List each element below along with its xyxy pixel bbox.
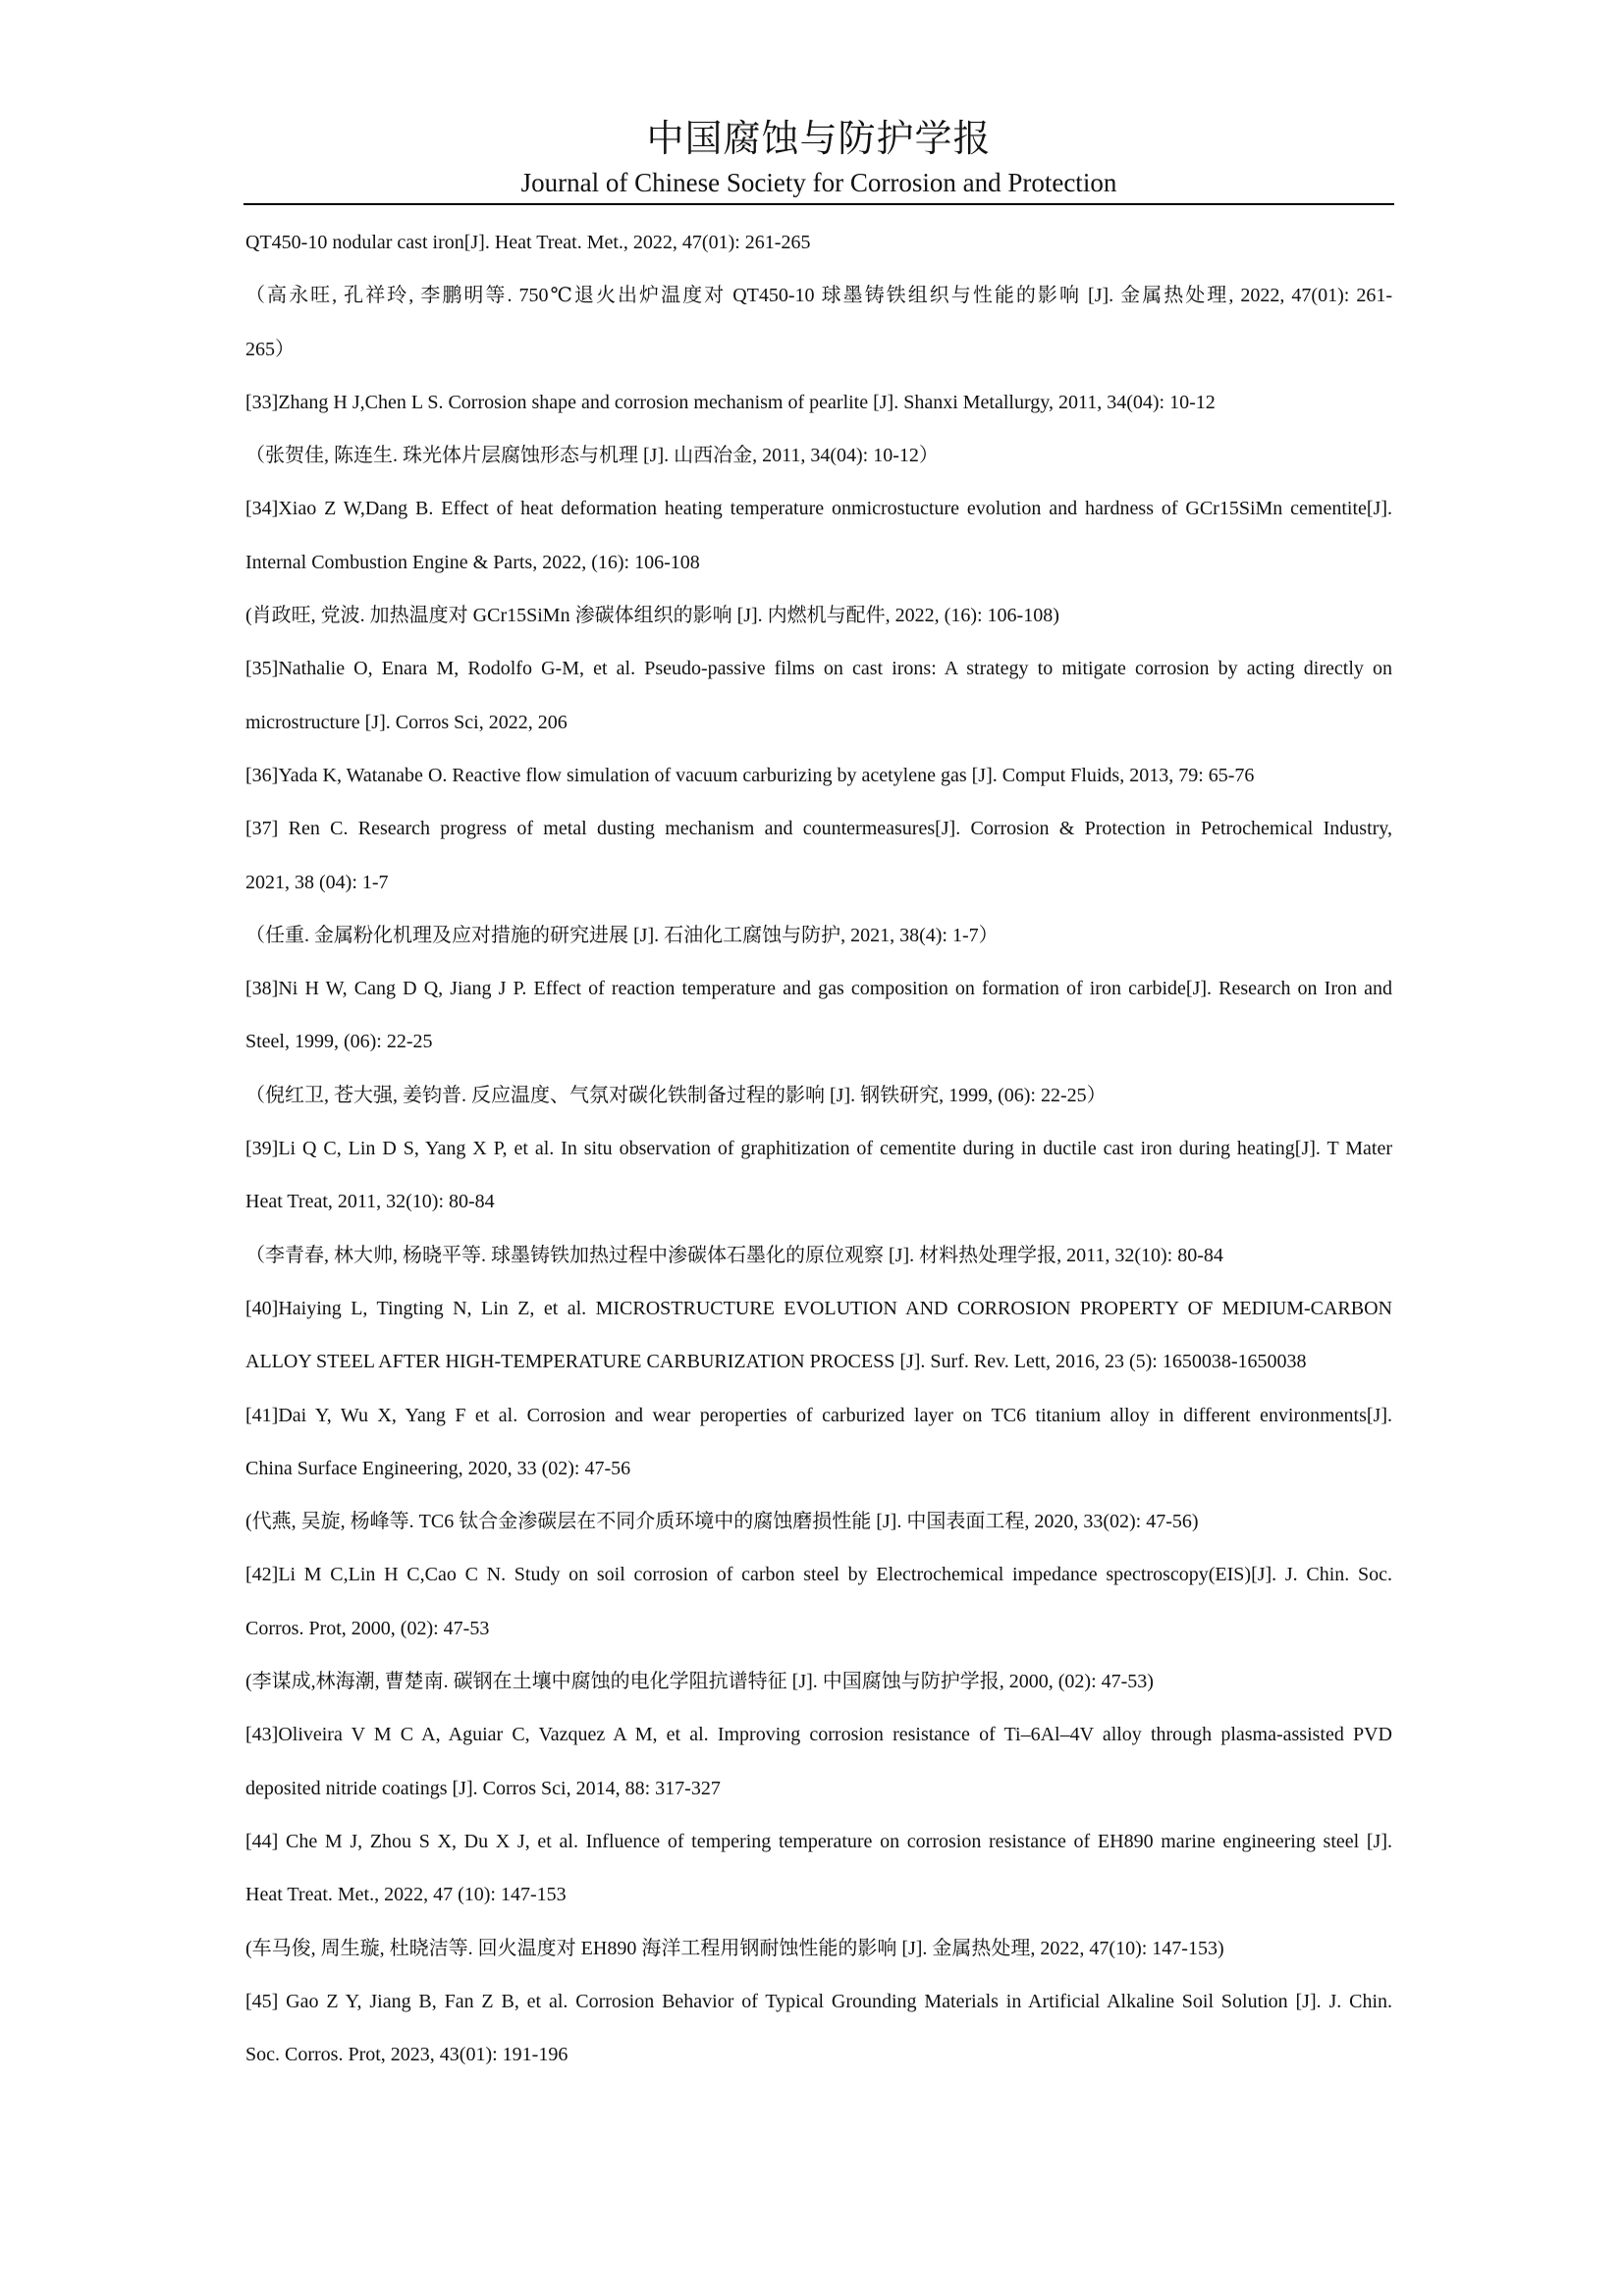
- reference-line: (肖政旺, 党波. 加热温度对 GCr15SiMn 渗碳体组织的影响 [J]. 内燃机与配件, 2022, (16): 106-108): [245, 605, 1059, 627]
- reference-line: Heat Treat. Met., 2022, 47 (10): 147-153: [245, 1884, 567, 1906]
- reference-line: （李青春, 林大帅, 杨晓平等. 球墨铸铁加热过程中渗碳体石墨化的原位观察 [J]. 材料热处理学报, 2011, 32(10): 80-84: [245, 1244, 1223, 1266]
- reference-line: [40]Haiying L, Tingting N, Lin Z, et al. MICROSTRUCTURE EVOLUTION AND CORROSION PROPERTY OF MEDIUM-CARBON: [245, 1297, 1392, 1319]
- reference-line: [33]Zhang H J,Chen L S. Corrosion shape and corrosion mechanism of pearlite [J]. Shanxi Metallurgy, 2011, 34(04): 10-12: [245, 391, 1216, 413]
- reference-line: 2021, 38 (04): 1-7: [245, 871, 389, 893]
- reference-line: （任重. 金属粉化机理及应对措施的研究进展 [J]. 石油化工腐蚀与防护, 2021, 38(4): 1-7）: [245, 924, 999, 946]
- reference-line: China Surface Engineering, 2020, 33 (02): 47-56: [245, 1457, 631, 1479]
- reference-line: [39]Li Q C, Lin D S, Yang X P, et al. In situ observation of graphitization of cementite during in ductile cast iron during heating[J]. T Mater: [245, 1138, 1392, 1160]
- reference-line: Internal Combustion Engine & Parts, 2022, (16): 106-108: [245, 551, 700, 573]
- header-rule: [244, 203, 1394, 205]
- reference-line: (代燕, 吴旋, 杨峰等. TC6 钛合金渗碳层在不同介质环境中的腐蚀磨损性能 [J]. 中国表面工程, 2020, 33(02): 47-56): [245, 1511, 1199, 1533]
- reference-line: [35]Nathalie O, Enara M, Rodolfo G-M, et al. Pseudo-passive films on cast irons: A strategy to mitigate corrosion by acting directly on: [245, 658, 1392, 680]
- reference-line: (李谋成,林海潮, 曹楚南. 碳钢在土壤中腐蚀的电化学阻抗谱特征 [J]. 中国腐蚀与防护学报, 2000, (02): 47-53): [245, 1671, 1154, 1693]
- reference-line: microstructure [J]. Corros Sci, 2022, 206: [245, 711, 568, 733]
- reference-line: [36]Yada K, Watanabe O. Reactive flow simulation of vacuum carburizing by acetylene gas [J]. Comput Fluids, 2013, 79: 65-76: [245, 764, 1255, 786]
- reference-line: Heat Treat, 2011, 32(10): 80-84: [245, 1191, 495, 1213]
- reference-line: (车马俊, 周生璇, 杜晓洁等. 回火温度对 EH890 海洋工程用钢耐蚀性能的影响 [J]. 金属热处理, 2022, 47(10): 147-153): [245, 1937, 1224, 1959]
- reference-line: Corros. Prot, 2000, (02): 47-53: [245, 1617, 490, 1639]
- reference-line: [37] Ren C. Research progress of metal dusting mechanism and countermeasures[J]. Corrosion & Protection in Petrochemical Industry,: [245, 818, 1392, 840]
- reference-line: （倪红卫, 苍大强, 姜钧普. 反应温度、气氛对碳化铁制备过程的影响 [J]. 钢铁研究, 1999, (06): 22-25）: [245, 1084, 1107, 1106]
- reference-line: Soc. Corros. Prot, 2023, 43(01): 191-196: [245, 2044, 568, 2066]
- reference-list: [245, 216, 1392, 2081]
- reference-line: [38]Ni H W, Cang D Q, Jiang J P. Effect of reaction temperature and gas composition on formation of iron carbide[J]. Research on Iron and: [245, 978, 1392, 1000]
- reference-line: QT450-10 nodular cast iron[J]. Heat Treat. Met., 2022, 47(01): 261-265: [245, 232, 811, 253]
- reference-line: [41]Dai Y, Wu X, Yang F et al. Corrosion and wear peroperties of carburized layer on TC6 titanium alloy in different environments[J].: [245, 1404, 1392, 1426]
- reference-line: （张贺佳, 陈连生. 珠光体片层腐蚀形态与机理 [J]. 山西冶金, 2011, 34(04): 10-12）: [245, 445, 939, 467]
- reference-line: [34]Xiao Z W,Dang B. Effect of heat deformation heating temperature onmicrostucture evolution and hardness of GCr15SiMn cementite[J].: [245, 498, 1392, 520]
- reference-line: Steel, 1999, (06): 22-25: [245, 1031, 433, 1053]
- journal-title-cn: 中国腐蚀与防护学报: [646, 119, 992, 160]
- reference-line: [42]Li M C,Lin H C,Cao C N. Study on soil corrosion of carbon steel by Electrochemical impedance spectroscopy(EIS)[J]. J. Chin. Soc.: [245, 1564, 1392, 1586]
- reference-line: [43]Oliveira V M C A, Aguiar C, Vazquez A M, et al. Improving corrosion resistance of Ti–6Al–4V alloy through plasma-assisted PVD: [245, 1724, 1392, 1746]
- reference-line: 265）: [245, 338, 295, 360]
- reference-line: deposited nitride coatings [J]. Corros Sci, 2014, 88: 317-327: [245, 1777, 721, 1799]
- reference-line: [44] Che M J, Zhou S X, Du X J, et al. Influence of tempering temperature on corrosion resistance of EH890 marine engineering steel [J].: [245, 1830, 1392, 1852]
- reference-line: ALLOY STEEL AFTER HIGH-TEMPERATURE CARBURIZATION PROCESS [J]. Surf. Rev. Lett, 2016, 23 (5): 1650038-1650038: [245, 1351, 1307, 1373]
- journal-title-en: Journal of Chinese Society for Corrosion and Protection: [520, 168, 1117, 197]
- reference-line: [45] Gao Z Y, Jiang B, Fan Z B, et al. Corrosion Behavior of Typical Grounding Materials in Artificial Alkaline Soil Solution [J]. J. Chin.: [245, 1990, 1392, 2012]
- reference-line: （高永旺, 孔祥玲, 李鹏明等. 750℃退火出炉温度对 QT450-10 球墨铸铁组织与性能的影响 [J]. 金属热处理, 2022, 47(01): 261-: [245, 285, 1392, 307]
- running-header: [244, 116, 1394, 198]
